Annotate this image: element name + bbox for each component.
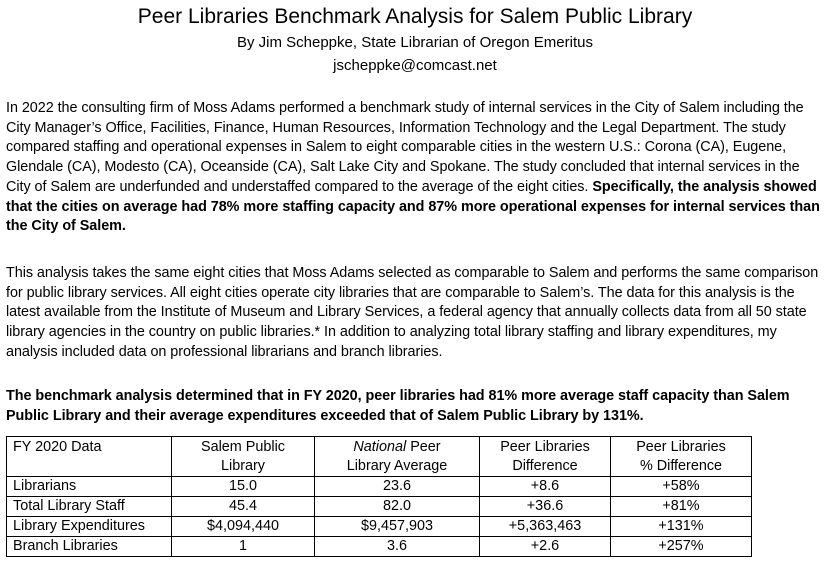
cell-pct-difference: +131% — [611, 517, 752, 537]
cell-peer-average: 3.6 — [315, 537, 480, 557]
header-salem-library — [172, 437, 315, 477]
document-title: Peer Libraries Benchmark Analysis for Salem Public Library — [137, 5, 693, 28]
cell-difference: +8.6 — [480, 477, 611, 497]
header-pct-line2: % Difference — [639, 458, 723, 474]
row-label: Total Library Staff — [7, 497, 172, 517]
header-peer-average-line2: Library Average — [346, 458, 448, 474]
header-peer-average-rest: Peer — [406, 439, 441, 455]
header-pct-difference — [611, 437, 752, 477]
cell-difference: +36.6 — [480, 497, 611, 517]
cell-pct-difference: +257% — [611, 537, 752, 557]
cell-salem: 15.0 — [172, 477, 315, 497]
row-label: Library Expenditures — [7, 517, 172, 537]
header-fy-data-label: FY 2020 Data — [13, 439, 102, 455]
author-email: jscheppke@comcast.net — [333, 57, 497, 74]
header-pct-line1: Peer Libraries — [636, 439, 726, 455]
paragraph-1-text: In 2022 the consulting firm of Moss Adams performed a benchmark study of internal services in the City of Salem including the City Manager’s Office, Facilities, Finance, Human Resources, Information Technology and the Legal Department. The study compared staffing and operational expenses in Salem to eight comparable cities in the western U.S.: Corona (CA), Eugene, Glendale (CA), Modesto (CA), Oceanside (CA), Salt Lake City and Spokane. The study concluded that internal services in the City of Salem are underfunded and understaffed compared to the average of the eight cities. — [6, 100, 804, 195]
table-row — [7, 517, 752, 537]
table-header-row — [7, 437, 752, 477]
cell-pct-difference: +58% — [611, 477, 752, 497]
cell-difference: +5,363,463 — [480, 517, 611, 537]
paragraph-library-analysis — [6, 264, 826, 363]
paragraph-3-bold: The benchmark analysis determined that in FY 2020, peer libraries had 81% more average staff capacity than Salem Public Library and their average expenditures exceeded that of Salem Public Library by 131%. — [6, 388, 790, 424]
cell-difference: +2.6 — [480, 537, 611, 557]
paragraph-benchmark-finding — [6, 387, 826, 426]
header-difference-line1: Peer Libraries — [500, 439, 590, 455]
cell-salem: 1 — [172, 537, 315, 557]
table-row — [7, 497, 752, 517]
header-difference — [480, 437, 611, 477]
cell-peer-average: 82.0 — [315, 497, 480, 517]
paragraph-2-text: This analysis takes the same eight cities that Moss Adams selected as comparable to Salem and performs the same comparison for public library services. All eight cities operate city libraries that are comparable to Salem’s. The data for this analysis is the latest available from the Institute of Museum and Library Services, a federal agency that annually collects data from all 50 state library agencies in the country on public libraries.* In addition to analyzing total library staffing and library expenditures, my analysis included data on professional librarians and branch libraries. — [6, 265, 819, 360]
benchmark-table — [6, 436, 752, 557]
table-row — [7, 537, 752, 557]
header-peer-average — [315, 437, 480, 477]
row-label: Librarians — [7, 477, 172, 497]
cell-salem: $4,094,440 — [172, 517, 315, 537]
cell-peer-average: $9,457,903 — [315, 517, 480, 537]
row-label: Branch Libraries — [7, 537, 172, 557]
cell-pct-difference: +81% — [611, 497, 752, 517]
header-difference-line2: Difference — [512, 458, 578, 474]
table-row — [7, 477, 752, 497]
header-salem-line1: Salem Public — [201, 439, 285, 455]
header-salem-line2: Library — [221, 458, 265, 474]
paragraph-moss-adams-study — [6, 99, 826, 237]
cell-peer-average: 23.6 — [315, 477, 480, 497]
header-fy-data — [7, 437, 172, 477]
header-peer-average-italic: National — [353, 439, 407, 455]
author-line: By Jim Scheppke, State Librarian of Oregon Emeritus — [236, 34, 593, 51]
paragraph-1-bold: Specifically, the analysis showed that the cities on average had 78% more staffing capacity and 87% more operational expenses for internal services than the City of Salem. — [6, 178, 820, 235]
cell-salem: 45.4 — [172, 497, 315, 517]
